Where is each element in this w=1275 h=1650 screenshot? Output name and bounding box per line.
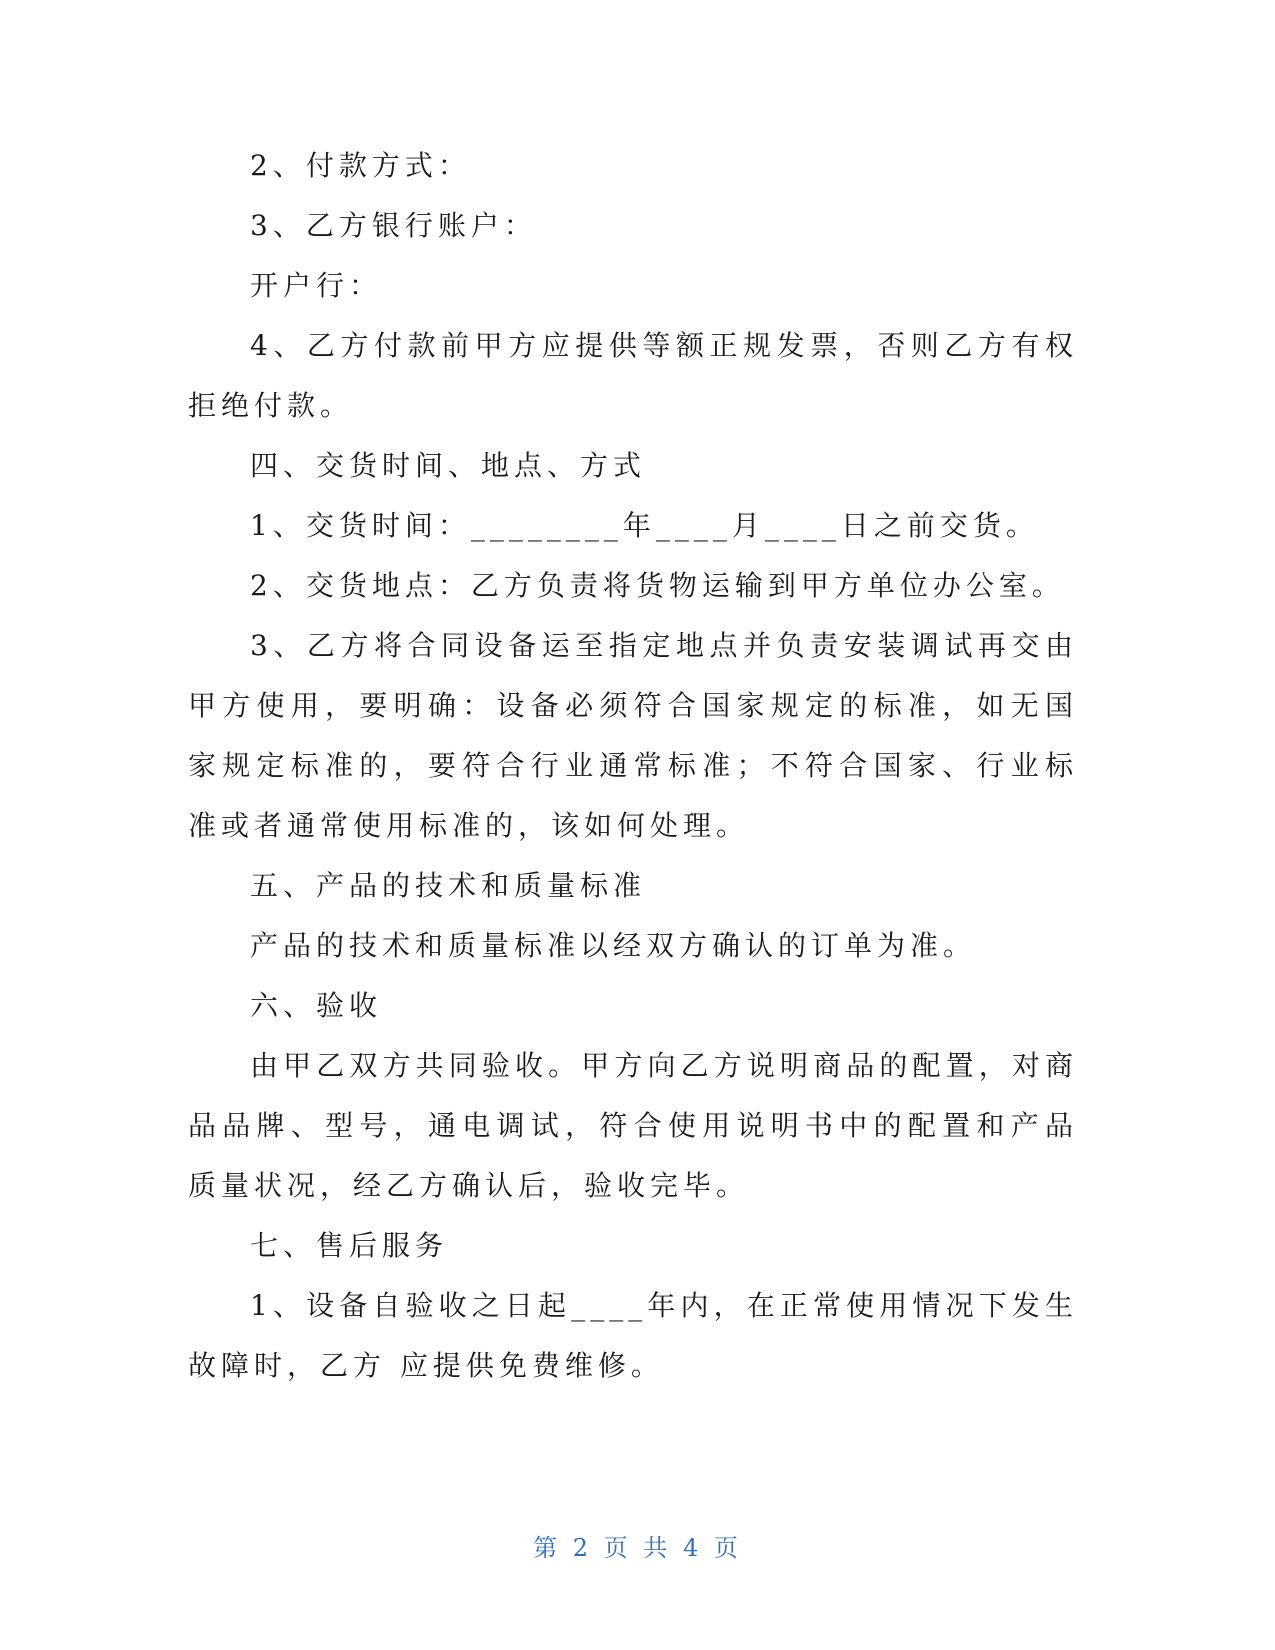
- section-heading-acceptance: 六、验收: [250, 989, 383, 1022]
- paragraph-installation: 3、乙方将合同设备运至指定地点并负责安装调试再交由甲方使用，要明确：设备必须符合国家规定的标准，如无国家规定标准的，要符合行业通常标准；不符合国家、行业标准或者通常使用标准的，该如何处理。: [188, 629, 1078, 842]
- paragraph-quality-standard: 产品的技术和质量标准以经双方确认的订单为准。: [250, 929, 977, 962]
- document-body: [188, 136, 1078, 1396]
- paragraph-invoice-clause: 4、乙方付款前甲方应提供等额正规发票，否则乙方有权拒绝付款。: [188, 329, 1078, 422]
- page-number-footer: 第 2 页 共 4 页: [533, 1534, 742, 1562]
- section-heading-delivery: 四、交货时间、地点、方式: [250, 449, 647, 482]
- paragraph-delivery-place: 2、交货地点：乙方负责将货物运输到甲方单位办公室。: [250, 569, 1065, 602]
- section-heading-quality: 五、产品的技术和质量标准: [250, 869, 647, 902]
- paragraph-warranty: 1、设备自验收之日起____年内，在正常使用情况下发生故障时，乙方 应提供免费维修。: [188, 1289, 1078, 1382]
- section-heading-after-sales: 七、售后服务: [250, 1229, 449, 1262]
- paragraph-payment-method: 2、付款方式：: [250, 149, 471, 182]
- paragraph-acceptance: 由甲乙双方共同验收。甲方向乙方说明商品的配置，对商品品牌、型号，通电调试，符合使用说明书中的配置和产品质量状况，经乙方确认后，验收完毕。: [188, 1049, 1078, 1202]
- paragraph-opening-bank: 开户行：: [250, 269, 383, 302]
- paragraph-delivery-time: 1、交货时间：________年____月____日之前交货。: [250, 509, 1039, 542]
- paragraph-bank-account: 3、乙方银行账户：: [250, 209, 537, 242]
